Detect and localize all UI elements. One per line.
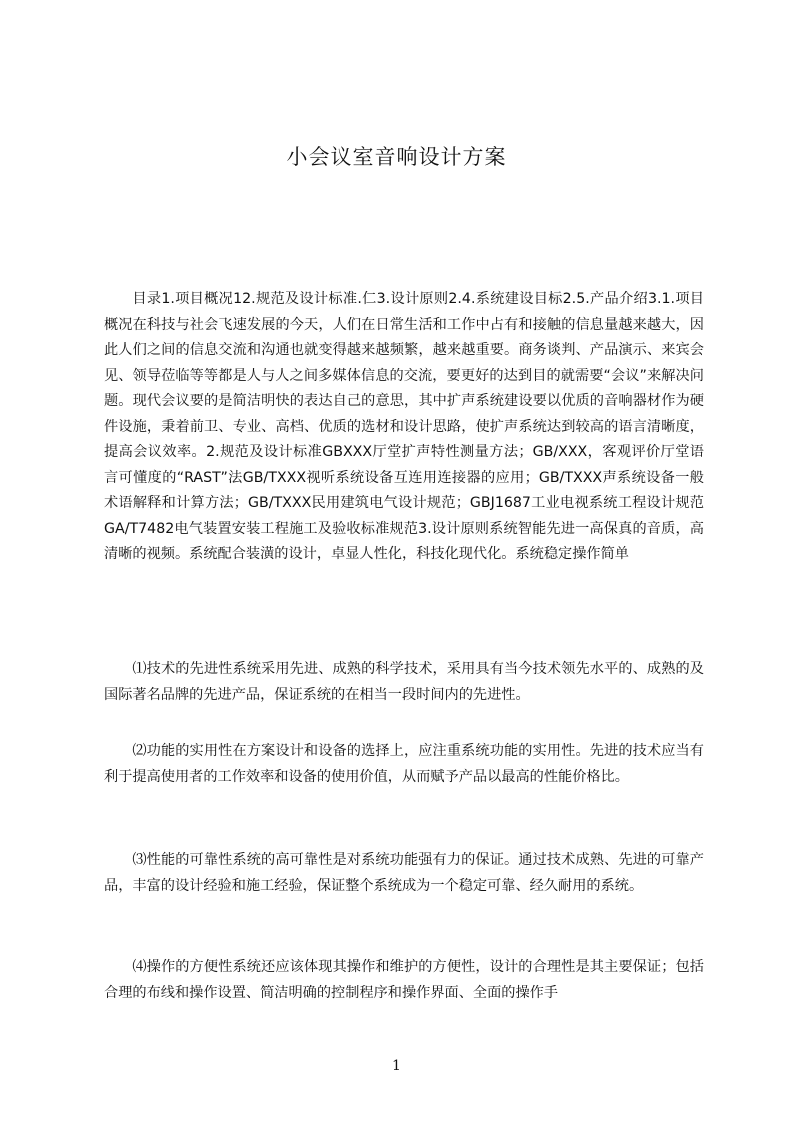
paragraph-advanced-technology: ⑴技术的先进性系统采用先进、成熟的科学技术，采用具有当今技术领先水平的、成熟的及国际著名品牌的先进产品，保证系统的在相当一段时间内的先进性。 <box>104 661 704 703</box>
paragraph-reliability: ⑶性能的可靠性系统的高可靠性是对系统功能强有力的保证。通过技术成熟、先进的可靠产品，丰富的设计经验和施工经验，保证整个系统成为一个稳定可靠、经久耐用的系统。 <box>104 852 704 894</box>
paragraph-ease-of-operation: ⑷操作的方便性系统还应该体现其操作和维护的方便性，设计的合理性是其主要保证；包括合理的布线和操作设置、简洁明确的控制程序和操作界面、全面的操作手 <box>104 959 704 1001</box>
paragraph-intro: 目录1.项目概况12.规范及设计标准.仁3.设计原则2.4.系统建设目标2.5.产品介绍3.1.项目概况在科技与社会飞速发展的今天，人们在日常生活和工作中占有和接触的信息量越来越大，因此人们之间的信息交流和沟通也就变得越来越频繁，越来越重要。商务谈判、产品演示、来宾会见、领导莅临等等都是人与人之间多媒体信息的交流，要更好的达到目的就需要“会议”来解决问题。现代会议要的是简洁明快的表达自己的意思，其中扩声系统建设要以优质的音响器材作为硬件设施，秉着前卫、专业、高档、优质的选材和设计思路，使扩声系统达到较高的语言清晰度，提高会议效率。2.规范及设计标准GBXXX厅堂扩声特性测量方法；GB/XXX，客观评价厅堂语言可懂度的“RAST”法GB/TXXX视听系统设备互连用连接器的应用；GB/TXXX声系统设备一般术语解释和计算方法；GB/TXXX民用建筑电气设计规范；GBJ1687工业电视系统工程设计规范GA/T7482电气装置安装工程施工及验收标准规范3.设计原则系统智能先进一高保真的音质，高清晰的视频。系统配合装潢的设计，卓显人性化，科技化现代化。系统稳定操作简单 <box>104 291 704 562</box>
paragraph-practical-function: ⑵功能的实用性在方案设计和设备的选择上，应注重系统功能的实用性。先进的技术应当有利于提高使用者的工作效率和设备的使用价值，从而赋予产品以最高的性能价格比。 <box>104 743 704 785</box>
page-number: 1 <box>392 1058 401 1074</box>
document-title: 小会议室音响设计方案 <box>286 145 507 169</box>
